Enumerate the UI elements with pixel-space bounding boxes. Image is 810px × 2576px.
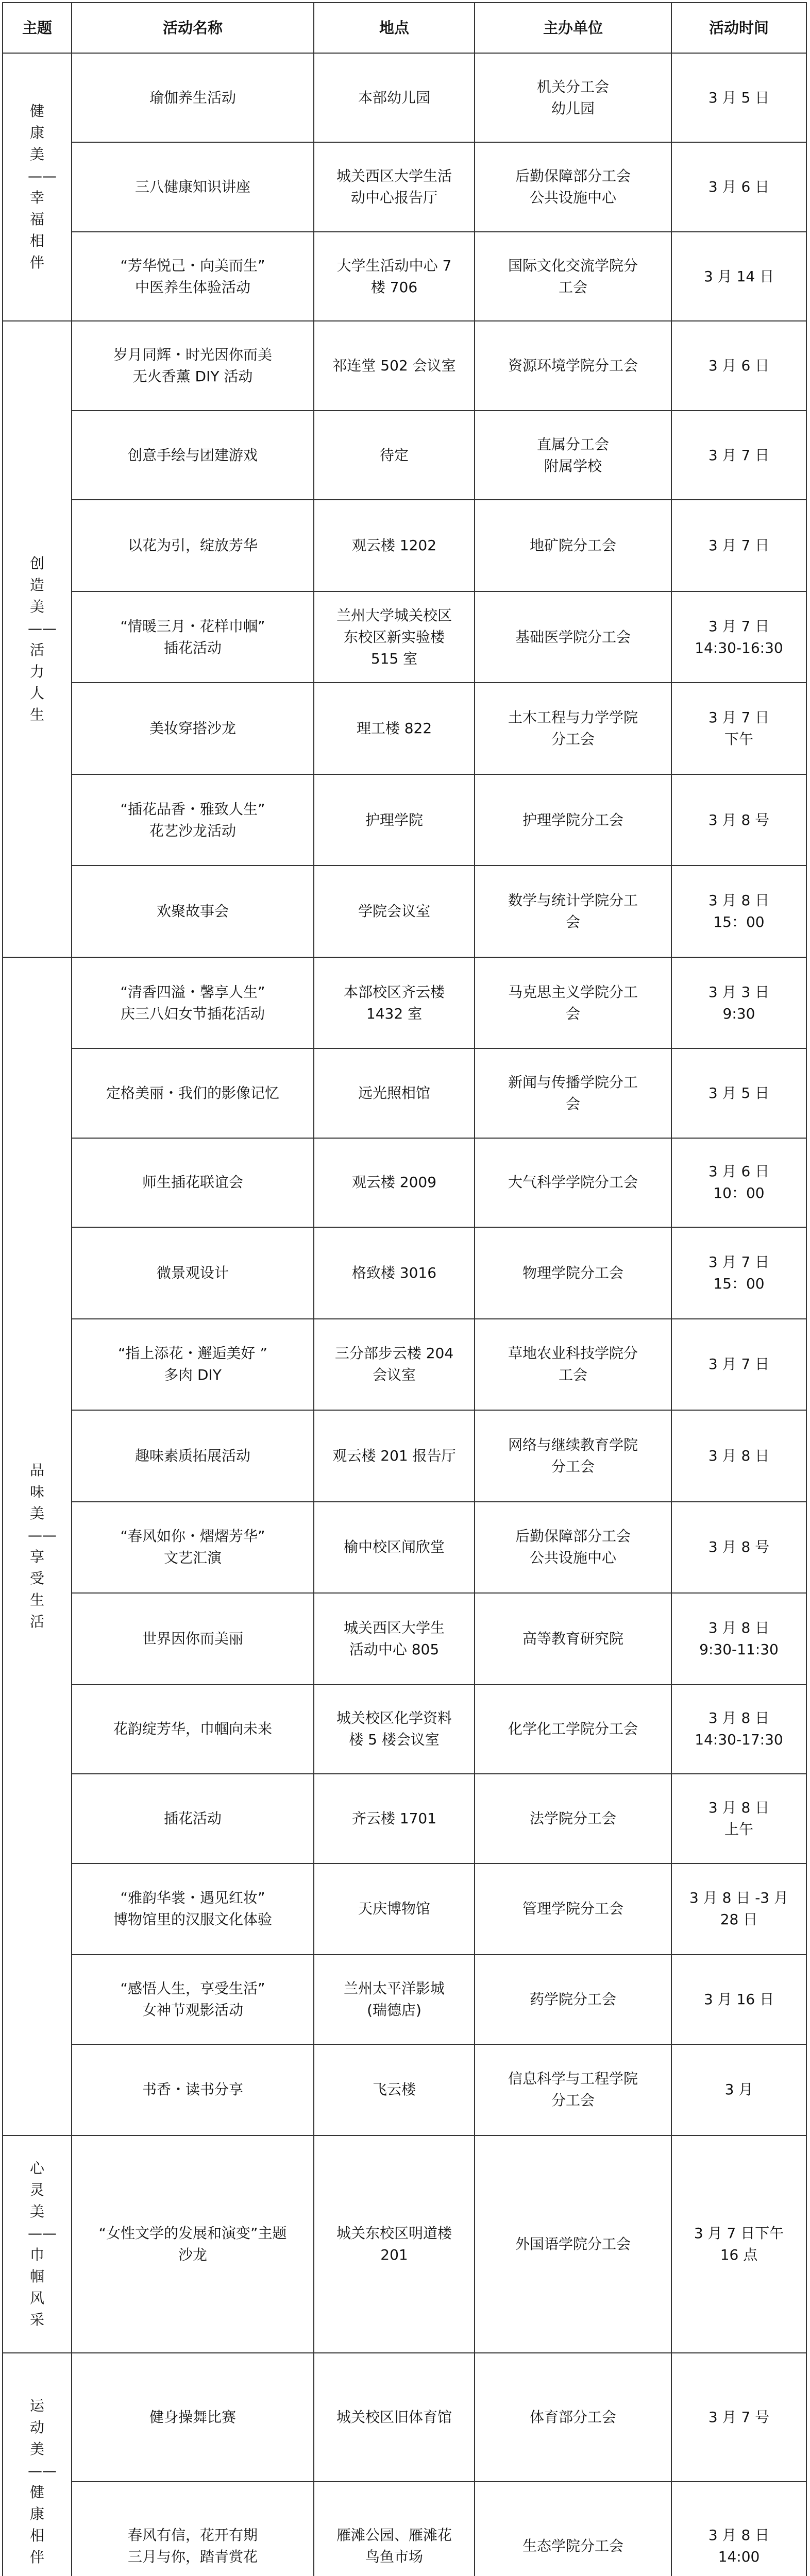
cell-location (314, 142, 475, 231)
table-row (3, 591, 806, 683)
name-text: “情暖三月・花样巾帼” 插花活动 (120, 617, 265, 656)
cell-name (72, 1138, 314, 1227)
cell-organizer (475, 1319, 671, 1411)
cell-time (671, 1863, 806, 1955)
time-text: 3 月 7 日 (708, 446, 770, 464)
time-text: 3 月 5 日 (708, 1084, 770, 1101)
organizer-text: 护理学院分工会 (522, 811, 623, 828)
cell-time (671, 957, 806, 1049)
cell-location (314, 1863, 475, 1955)
cell-organizer (475, 774, 671, 866)
location-text: 三分部步云楼 204 会议室 (334, 1345, 454, 1384)
organizer-text: 土木工程与力学学院 分工会 (508, 709, 638, 748)
cell-location (314, 1774, 475, 1863)
location-text: 学院会议室 (358, 903, 430, 920)
location-text: 兰州大学城关校区 东校区新实验楼 515 室 (336, 606, 452, 667)
cell-organizer (475, 1774, 671, 1863)
location-text: 天庆博物馆 (358, 1900, 430, 1918)
time-text: 3 月 7 日 14:30-16:30 (695, 617, 783, 656)
cell-location (314, 2044, 475, 2136)
activity-table (2, 2, 807, 2576)
time-text: 3 月 8 日 上午 (708, 1799, 770, 1838)
table-row (3, 1502, 806, 1594)
cell-name (72, 957, 314, 1049)
cell-time (671, 500, 806, 591)
organizer-text: 马克思主义学院分工 会 (508, 983, 638, 1022)
table-row (3, 957, 806, 1049)
cell-location (314, 774, 475, 866)
cell-time (671, 411, 806, 500)
table-row (3, 1410, 806, 1502)
cell-name (72, 2136, 314, 2353)
table-row (3, 1593, 806, 1685)
cell-organizer (475, 866, 671, 957)
organizer-text: 药学院分工会 (529, 1990, 616, 2008)
cell-location (314, 2353, 475, 2482)
cell-organizer (475, 2482, 671, 2576)
name-text: 瑜伽养生活动 (149, 89, 236, 106)
table-row (3, 500, 806, 591)
organizer-text: 化学化工学院分工会 (508, 1720, 638, 1738)
cell-name (72, 774, 314, 866)
time-text: 3 月 5 日 (708, 89, 770, 106)
theme-label: 健康美——幸福相伴 (28, 103, 57, 272)
theme-cell (3, 53, 72, 321)
cell-organizer (475, 1138, 671, 1227)
theme-cell (3, 321, 72, 957)
name-text: 趣味素质拓展活动 (134, 1447, 250, 1464)
cell-organizer (475, 1863, 671, 1955)
cell-organizer (475, 142, 671, 231)
cell-location (314, 591, 475, 683)
name-text: “清香四溢・馨享人生” 庆三八妇女节插花活动 (120, 983, 265, 1022)
theme-cell (3, 957, 72, 2136)
cell-location (314, 321, 475, 410)
cell-organizer (475, 1685, 671, 1774)
cell-organizer (475, 1227, 671, 1319)
organizer-text: 物理学院分工会 (522, 1264, 623, 1281)
cell-name (72, 1593, 314, 1685)
organizer-text: 资源环境学院分工会 (508, 357, 638, 375)
time-text: 3 月 8 号 (708, 1538, 770, 1556)
cell-time (671, 1319, 806, 1411)
time-text: 3 月 14 日 (703, 267, 774, 285)
table-row (3, 2353, 806, 2482)
time-text: 3 月 (724, 2081, 753, 2098)
organizer-text: 基础医学院分工会 (515, 628, 631, 646)
time-text: 3 月 7 日 下午 (708, 709, 770, 748)
cell-name (72, 683, 314, 774)
name-text: “插花品香・雅致人生” 花艺沙龙活动 (120, 800, 265, 839)
cell-location (314, 1502, 475, 1594)
name-text: 美妆穿搭沙龙 (149, 720, 236, 737)
cell-time (671, 2044, 806, 2136)
organizer-text: 高等教育研究院 (522, 1630, 623, 1647)
table-row (3, 774, 806, 866)
cell-time (671, 1685, 806, 1774)
location-text: 本部校区齐云楼 1432 室 (343, 983, 445, 1022)
table-row (3, 2044, 806, 2136)
cell-name (72, 1774, 314, 1863)
cell-organizer (475, 232, 671, 321)
header-activity-name: 活动名称 (72, 3, 314, 53)
header-time: 活动时间 (671, 3, 806, 53)
cell-time (671, 774, 806, 866)
header-organizer: 主办单位 (475, 3, 671, 53)
table-row (3, 321, 806, 410)
cell-time (671, 2353, 806, 2482)
location-text: 理工楼 822 (356, 720, 432, 737)
cell-organizer (475, 1502, 671, 1594)
organizer-text: 法学院分工会 (529, 1809, 616, 1827)
location-text: 城关校区化学资料 楼 5 楼会议室 (336, 1709, 452, 1749)
organizer-text: 数学与统计学院分工 会 (508, 892, 638, 931)
organizer-text: 信息科学与工程学院 分工会 (508, 2070, 638, 2109)
table-row (3, 2482, 806, 2576)
location-text: 城关东校区明道楼 201 (336, 2224, 452, 2263)
time-text: 3 月 8 日 14:00 (708, 2526, 770, 2565)
cell-time (671, 142, 806, 231)
name-text: 花韵绽芳华，巾帼向未来 (113, 1720, 272, 1738)
cell-location (314, 53, 475, 142)
cell-organizer (475, 411, 671, 500)
cell-time (671, 321, 806, 410)
organizer-text: 生态学院分工会 (522, 2537, 623, 2554)
cell-location (314, 957, 475, 1049)
location-text: 兰州太平洋影城 (瑞德店) (343, 1979, 445, 2019)
table-row (3, 53, 806, 142)
name-text: “女性文学的发展和演变”主题 沙龙 (98, 2224, 287, 2263)
table-row (3, 1774, 806, 1863)
cell-time (671, 591, 806, 683)
table-row (3, 1227, 806, 1319)
organizer-text: 草地农业科技学院分 工会 (508, 1345, 638, 1384)
cell-location (314, 1048, 475, 1138)
time-text: 3 月 8 日 15：00 (708, 892, 770, 931)
table-row (3, 1138, 806, 1227)
time-text: 3 月 7 日 15：00 (708, 1253, 770, 1292)
cell-name (72, 1955, 314, 2044)
theme-label: 心灵美——巾帼风采 (28, 2159, 57, 2328)
cell-name (72, 1502, 314, 1594)
location-text: 城关西区大学生活 动中心报告厅 (336, 167, 452, 207)
time-text: 3 月 3 日 9:30 (708, 983, 770, 1022)
cell-organizer (475, 53, 671, 142)
cell-name (72, 411, 314, 500)
location-text: 城关校区旧体育馆 (336, 2408, 452, 2426)
time-text: 3 月 8 日 14:30-17:30 (695, 1709, 783, 1749)
cell-time (671, 53, 806, 142)
time-text: 3 月 7 日 (708, 537, 770, 554)
cell-organizer (475, 683, 671, 774)
cell-location (314, 232, 475, 321)
organizer-text: 网络与继续教育学院 分工会 (508, 1436, 638, 1475)
cell-location (314, 500, 475, 591)
cell-time (671, 2482, 806, 2576)
cell-location (314, 1593, 475, 1685)
location-text: 护理学院 (365, 811, 423, 828)
cell-time (671, 1138, 806, 1227)
cell-name (72, 142, 314, 231)
time-text: 3 月 8 号 (708, 811, 770, 828)
theme-label: 品味美——享受生活 (28, 1462, 57, 1631)
time-text: 3 月 6 日 10：00 (708, 1163, 770, 1202)
cell-name (72, 1410, 314, 1502)
cell-organizer (475, 591, 671, 683)
cell-name (72, 1685, 314, 1774)
name-text: 三八健康知识讲座 (134, 178, 250, 196)
name-text: “春风如你・熠熠芳华” 文艺汇演 (120, 1528, 265, 1567)
name-text: 定格美丽・我们的影像记忆 (106, 1084, 279, 1101)
cell-location (314, 1227, 475, 1319)
time-text: 3 月 8 日 -3 月 28 日 (689, 1889, 789, 1928)
theme-cell (3, 2136, 72, 2353)
cell-location (314, 1410, 475, 1502)
name-text: 春风有信，花开有期 三月与你，踏青赏花 (127, 2526, 258, 2565)
table-row (3, 1319, 806, 1411)
cell-location (314, 1955, 475, 2044)
cell-name (72, 591, 314, 683)
organizer-text: 机关分工会 幼儿园 (536, 78, 609, 117)
cell-time (671, 1410, 806, 1502)
name-text: 以花为引，绽放芳华 (127, 537, 258, 554)
table-row (3, 411, 806, 500)
organizer-text: 外国语学院分工会 (515, 2235, 631, 2252)
location-text: 榆中校区闻欣堂 (343, 1538, 445, 1556)
cell-time (671, 1502, 806, 1594)
header-row (3, 3, 806, 53)
time-text: 3 月 16 日 (703, 1990, 774, 2008)
time-text: 3 月 8 日 9:30-11:30 (699, 1619, 779, 1658)
header-theme: 主题 (3, 3, 72, 53)
cell-organizer (475, 2353, 671, 2482)
organizer-text: 大气科学学院分工会 (508, 1174, 638, 1191)
name-text: 世界因你而美丽 (142, 1630, 243, 1647)
cell-organizer (475, 1955, 671, 2044)
header-location: 地点 (314, 3, 475, 53)
cell-name (72, 1048, 314, 1138)
time-text: 3 月 7 日 (708, 1355, 770, 1373)
location-text: 本部幼儿园 (358, 89, 430, 106)
table-body (3, 53, 806, 2576)
cell-organizer (475, 500, 671, 591)
name-text: 微景观设计 (156, 1264, 229, 1281)
organizer-text: 国际文化交流学院分 工会 (508, 257, 638, 296)
cell-location (314, 2136, 475, 2353)
theme-label: 创造美——活力人生 (28, 554, 57, 723)
cell-name (72, 2353, 314, 2482)
cell-location (314, 1685, 475, 1774)
organizer-text: 管理学院分工会 (522, 1900, 623, 1918)
name-text: “感悟人生，享受生活” 女神节观影活动 (120, 1979, 265, 2019)
cell-time (671, 683, 806, 774)
name-text: “指上添花・邂逅美好 ” 多肉 DIY (118, 1345, 267, 1384)
time-text: 3 月 6 日 (708, 178, 770, 196)
organizer-text: 直属分工会 附属学校 (536, 435, 609, 474)
cell-organizer (475, 1410, 671, 1502)
cell-time (671, 232, 806, 321)
cell-time (671, 1774, 806, 1863)
cell-organizer (475, 2044, 671, 2136)
time-text: 3 月 8 日 (708, 1447, 770, 1464)
organizer-text: 地矿院分工会 (529, 537, 616, 554)
table-row (3, 1863, 806, 1955)
cell-organizer (475, 2136, 671, 2353)
organizer-text: 体育部分工会 (529, 2408, 616, 2426)
cell-location (314, 411, 475, 500)
name-text: 岁月同辉・时光因你而美 无火香薰 DIY 活动 (113, 346, 272, 385)
organizer-text: 后勤保障部分工会 公共设施中心 (515, 1528, 631, 1567)
cell-name (72, 1863, 314, 1955)
cell-name (72, 321, 314, 410)
cell-time (671, 2136, 806, 2353)
time-text: 3 月 6 日 (708, 357, 770, 375)
table-row (3, 1955, 806, 2044)
time-text: 3 月 7 号 (708, 2408, 770, 2426)
table-row (3, 866, 806, 957)
cell-time (671, 1227, 806, 1319)
theme-cell (3, 2353, 72, 2576)
cell-location (314, 866, 475, 957)
table-row (3, 2136, 806, 2353)
name-text: 创意手绘与团建游戏 (127, 446, 258, 464)
table-row (3, 1685, 806, 1774)
cell-location (314, 683, 475, 774)
organizer-text: 后勤保障部分工会 公共设施中心 (515, 167, 631, 207)
name-text: “雅韵华裳・遇见红妆” 博物馆里的汉服文化体验 (113, 1889, 272, 1928)
table-row (3, 1048, 806, 1138)
location-text: 观云楼 2009 (351, 1174, 437, 1191)
name-text: 师生插花联谊会 (142, 1174, 243, 1191)
cell-name (72, 2482, 314, 2576)
table-row (3, 232, 806, 321)
location-text: 雁滩公园、雁滩花 鸟鱼市场 (336, 2526, 452, 2565)
location-text: 远光照相馆 (358, 1084, 430, 1101)
cell-time (671, 866, 806, 957)
location-text: 格致楼 3016 (351, 1264, 437, 1281)
cell-name (72, 1227, 314, 1319)
cell-organizer (475, 1048, 671, 1138)
cell-name (72, 53, 314, 142)
cell-location (314, 1319, 475, 1411)
theme-label: 运动美——健康相伴 (28, 2397, 57, 2566)
location-text: 观云楼 201 报告厅 (332, 1447, 456, 1464)
name-text: 健身操舞比赛 (149, 2408, 236, 2426)
organizer-text: 新闻与传播学院分工 会 (508, 1073, 638, 1112)
cell-time (671, 1955, 806, 2044)
cell-name (72, 2044, 314, 2136)
location-text: 飞云楼 (372, 2081, 416, 2098)
name-text: 欢聚故事会 (156, 903, 229, 920)
cell-time (671, 1593, 806, 1685)
cell-location (314, 1138, 475, 1227)
time-text: 3 月 7 日下午 16 点 (694, 2224, 784, 2263)
table-row (3, 142, 806, 231)
location-text: 齐云楼 1701 (351, 1809, 437, 1827)
name-text: 书香・读书分享 (142, 2081, 243, 2098)
location-text: 观云楼 1202 (351, 537, 437, 554)
name-text: 插花活动 (163, 1809, 222, 1827)
cell-time (671, 1048, 806, 1138)
name-text: “芳华悦己・向美而生” 中医养生体验活动 (120, 257, 265, 296)
location-text: 祁连堂 502 会议室 (332, 357, 456, 375)
cell-organizer (475, 321, 671, 410)
cell-name (72, 1319, 314, 1411)
cell-organizer (475, 957, 671, 1049)
table-row (3, 683, 806, 774)
cell-location (314, 2482, 475, 2576)
location-text: 大学生活动中心 7 楼 706 (336, 257, 452, 296)
cell-name (72, 232, 314, 321)
cell-name (72, 500, 314, 591)
cell-name (72, 866, 314, 957)
cell-organizer (475, 1593, 671, 1685)
location-text: 待定 (379, 446, 409, 464)
location-text: 城关西区大学生 活动中心 805 (343, 1619, 445, 1658)
